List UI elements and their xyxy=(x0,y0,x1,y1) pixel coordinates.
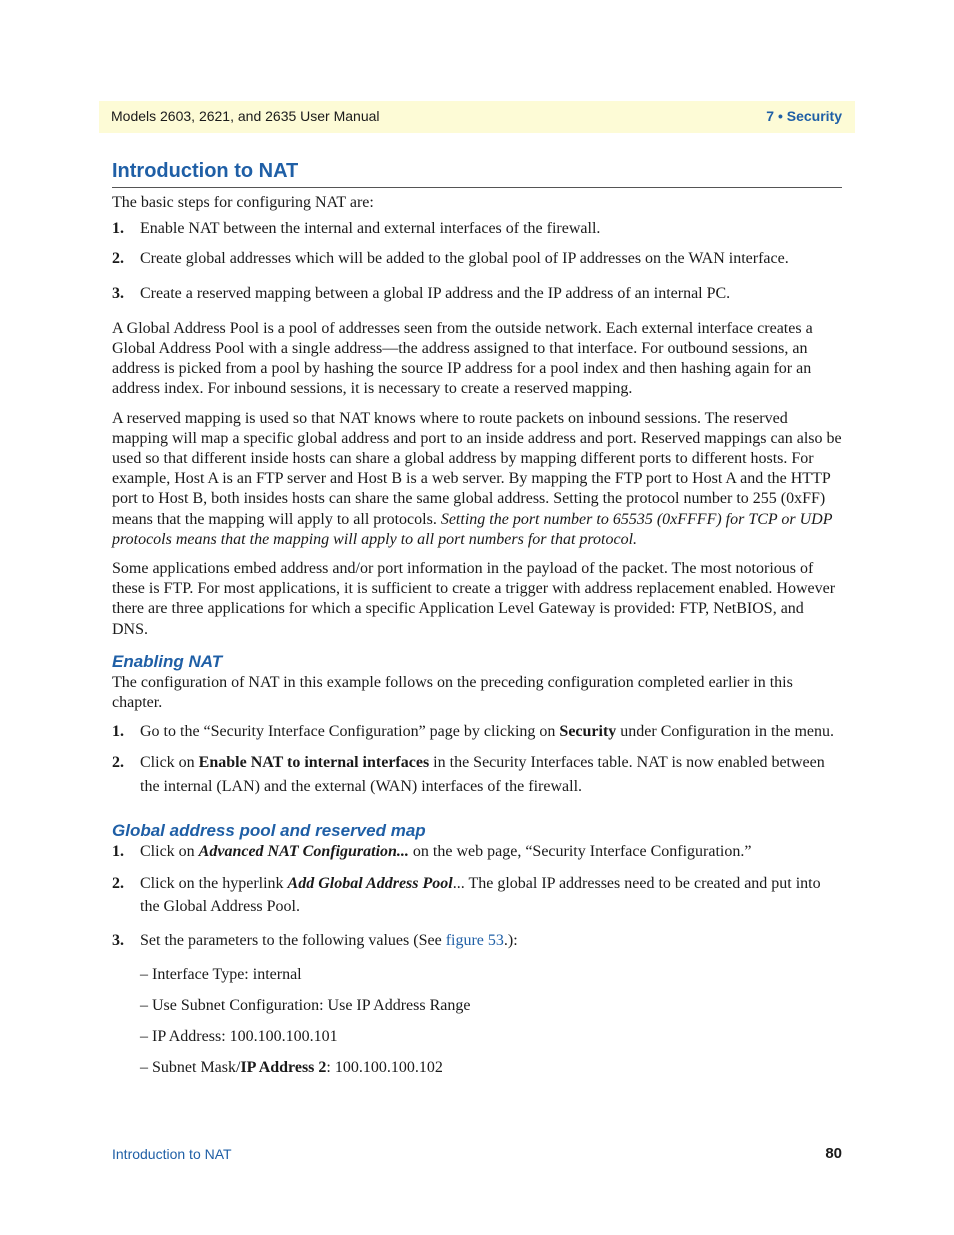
subsection-global-address-pool: Global address pool and reserved map xyxy=(112,821,426,841)
step-number: 1. xyxy=(112,723,124,741)
param-text: : 100.100.100.102 xyxy=(326,1059,443,1077)
step-text: Click on xyxy=(140,754,199,772)
enabling-step-2 xyxy=(112,751,842,799)
step-number: 1. xyxy=(112,220,124,238)
figure-53-link[interactable]: figure 53 xyxy=(445,931,504,949)
paragraph-reserved-mapping xyxy=(112,409,842,550)
step-bold-text: Enable NAT to internal interfaces xyxy=(198,754,430,772)
step-1 xyxy=(112,219,842,239)
param-interface-type: – Interface Type: internal xyxy=(140,965,302,983)
paragraph-italic-text: Setting the port number to 65535 (0xFFFF) for TCP or UDP protocols means that the mapping will apply to all port numbers for that protocol. xyxy=(112,510,833,548)
paragraph-applications: Some applications embed address and/or port information in the payload of the packet. The most notorious of these is FTP. For most applications, it is sufficient to create a trigger with address replacement enabled. However there are three applications for which a specific Application Level Gateway is provided: FTP, NetBIOS, and DNS. xyxy=(112,560,836,638)
step-number: 3. xyxy=(112,931,124,949)
subsection-enabling-nat: Enabling NAT xyxy=(112,651,223,671)
gap-step-1 xyxy=(112,842,842,862)
page-number: 80 xyxy=(825,1145,842,1162)
page-content xyxy=(112,160,842,1079)
gap-step-3 xyxy=(112,931,842,951)
enabling-intro: The configuration of NAT in this example follows on the preceding configuration completed earlier in this chapter. xyxy=(112,673,793,712)
param-subnet-mask xyxy=(112,1058,842,1078)
step-text: ... The global IP addresses need to be created and put into the Global Address Pool. xyxy=(140,874,821,915)
step-text: Create a reserved mapping between a global IP address and the IP address of an internal PC. xyxy=(140,284,731,302)
step-text: Click on xyxy=(140,843,199,861)
step-text: under Configuration in the menu. xyxy=(616,723,835,741)
step-bold-text: Security xyxy=(559,723,617,741)
step-3 xyxy=(112,284,842,304)
step-number: 2. xyxy=(112,874,124,892)
section-title: Introduction to NAT xyxy=(112,160,842,188)
header-chapter: 7 • Security xyxy=(766,108,842,124)
paragraph-global-pool: A Global Address Pool is a pool of addresses seen from the outside network. Each external interface creates a Global Address Pool with a single address—the address assigned to that interface. For outbound sessions, an address is picked from a pool by hashing the source IP address for a pool index and then hashing again for an address index. For inbound sessions, it is necessary to create a reserved mapping. xyxy=(112,319,813,398)
step-bold-italic-text: Advanced NAT Configuration... xyxy=(198,843,409,861)
step-text: on the web page, “Security Interface Configuration.” xyxy=(408,843,752,861)
header-manual-title: Models 2603, 2621, and 2635 User Manual xyxy=(111,108,380,124)
step-text: Go to the “Security Interface Configuration” page by clicking on xyxy=(140,723,560,741)
running-header xyxy=(99,101,855,133)
step-number: 3. xyxy=(112,284,124,302)
step-text: Set the parameters to the following values (See xyxy=(140,931,446,949)
step-text: Enable NAT between the internal and external interfaces of the firewall. xyxy=(140,220,601,238)
param-subnet-config: – Use Subnet Configuration: Use IP Address Range xyxy=(140,997,471,1015)
step-2 xyxy=(112,249,842,269)
step-text: Create global addresses which will be added to the global pool of IP addresses on the WAN interface. xyxy=(140,250,789,268)
gap-step-2 xyxy=(112,872,842,918)
step-bold-italic-text: Add Global Address Pool xyxy=(287,874,453,892)
step-text: .): xyxy=(503,931,518,949)
steps-intro: The basic steps for configuring NAT are: xyxy=(112,194,374,211)
step-number: 2. xyxy=(112,250,124,268)
step-text: in the Security Interfaces table. NAT is now enabled between the internal (LAN) and the external (WAN) interfaces of the firewall. xyxy=(140,754,825,796)
step-number: 2. xyxy=(112,754,124,772)
param-ip-address: – IP Address: 100.100.100.101 xyxy=(140,1028,338,1046)
param-bold-text: IP Address 2 xyxy=(240,1059,327,1077)
step-text: Click on the hyperlink xyxy=(140,874,288,892)
enabling-step-1 xyxy=(112,722,842,742)
footer-section-title: Introduction to NAT xyxy=(112,1146,232,1162)
step-number: 1. xyxy=(112,843,124,861)
paragraph-text: A reserved mapping is used so that NAT knows where to route packets on inbound sessions. The reserved mapping will map a specific global address and port to an inside address and port. Reserved mappings can also be used so that different inside hosts can share a global address by mapping different ports to different hosts. For example, Host A is an FTP server and Host B is a web server. By mapping the FTP port to Host A and the HTTP port to Host B, both insides hosts can share the same global address. Setting the protocol number to 255 (0xFF) means that the mapping will apply to all protocols. xyxy=(112,409,842,528)
param-text: – Subnet Mask/ xyxy=(140,1059,241,1077)
